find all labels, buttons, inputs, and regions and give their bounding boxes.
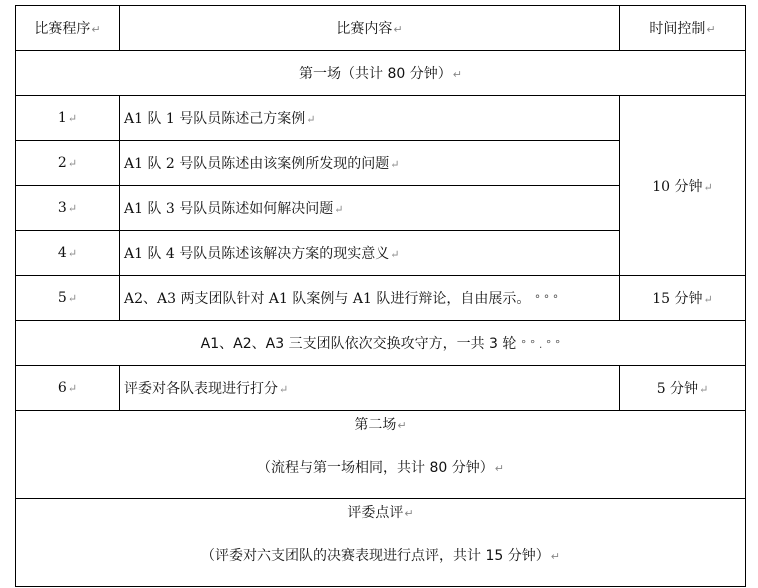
- step-number: 6↵: [16, 366, 120, 411]
- time-10-min: 10 分钟↵: [620, 96, 746, 276]
- rotation-note: A1、A2、A3 三支团队依次交换攻守方，一共 3 轮 ° ° . ° °: [16, 321, 746, 366]
- review-title: 评委点评↵: [347, 505, 414, 521]
- step-content: A1 队 1 号队员陈述己方案例↵: [120, 96, 620, 141]
- section1-row: [16, 51, 746, 96]
- review-cell: [16, 499, 746, 587]
- section1-title: 第一场（共计 80 分钟）↵: [16, 51, 746, 96]
- section2-note: （流程与第一场相同，共计 80 分钟）↵: [257, 460, 504, 476]
- step-number: 5↵: [16, 276, 120, 321]
- step-number: 2↵: [16, 141, 120, 186]
- section2-cell: [16, 411, 746, 499]
- step-number: 4↵: [16, 231, 120, 276]
- header-time: 时间控制↵: [620, 6, 746, 51]
- time-5-min: 5 分钟↵: [620, 366, 746, 411]
- time-15-min: 15 分钟↵: [620, 276, 746, 321]
- step-content: A1 队 4 号队员陈述该解决方案的现实意义↵: [120, 231, 620, 276]
- review-row: [16, 499, 746, 587]
- step-content: A1 队 3 号队员陈述如何解决问题↵: [120, 186, 620, 231]
- step-number: 3↵: [16, 186, 120, 231]
- step-content: A2、A3 两支团队针对 A1 队案例与 A1 队进行辩论，自由展示。 ° ° °: [120, 276, 620, 321]
- table-row: [16, 366, 746, 411]
- table-row: [16, 276, 746, 321]
- header-content: 比赛内容↵: [120, 6, 620, 51]
- rotation-row: [16, 321, 746, 366]
- header-step: 比赛程序↵: [16, 6, 120, 51]
- section2-row: [16, 411, 746, 499]
- step-number: 1↵: [16, 96, 120, 141]
- schedule-table: [15, 5, 746, 587]
- review-note: （评委对六支团队的决赛表现进行点评，共计 15 分钟）↵: [201, 548, 560, 564]
- table-row: [16, 96, 746, 141]
- step-content: A1 队 2 号队员陈述由该案例所发现的问题↵: [120, 141, 620, 186]
- header-row: [16, 6, 746, 51]
- step-content: 评委对各队表现进行打分↵: [120, 366, 620, 411]
- section2-title: 第二场↵: [354, 417, 407, 433]
